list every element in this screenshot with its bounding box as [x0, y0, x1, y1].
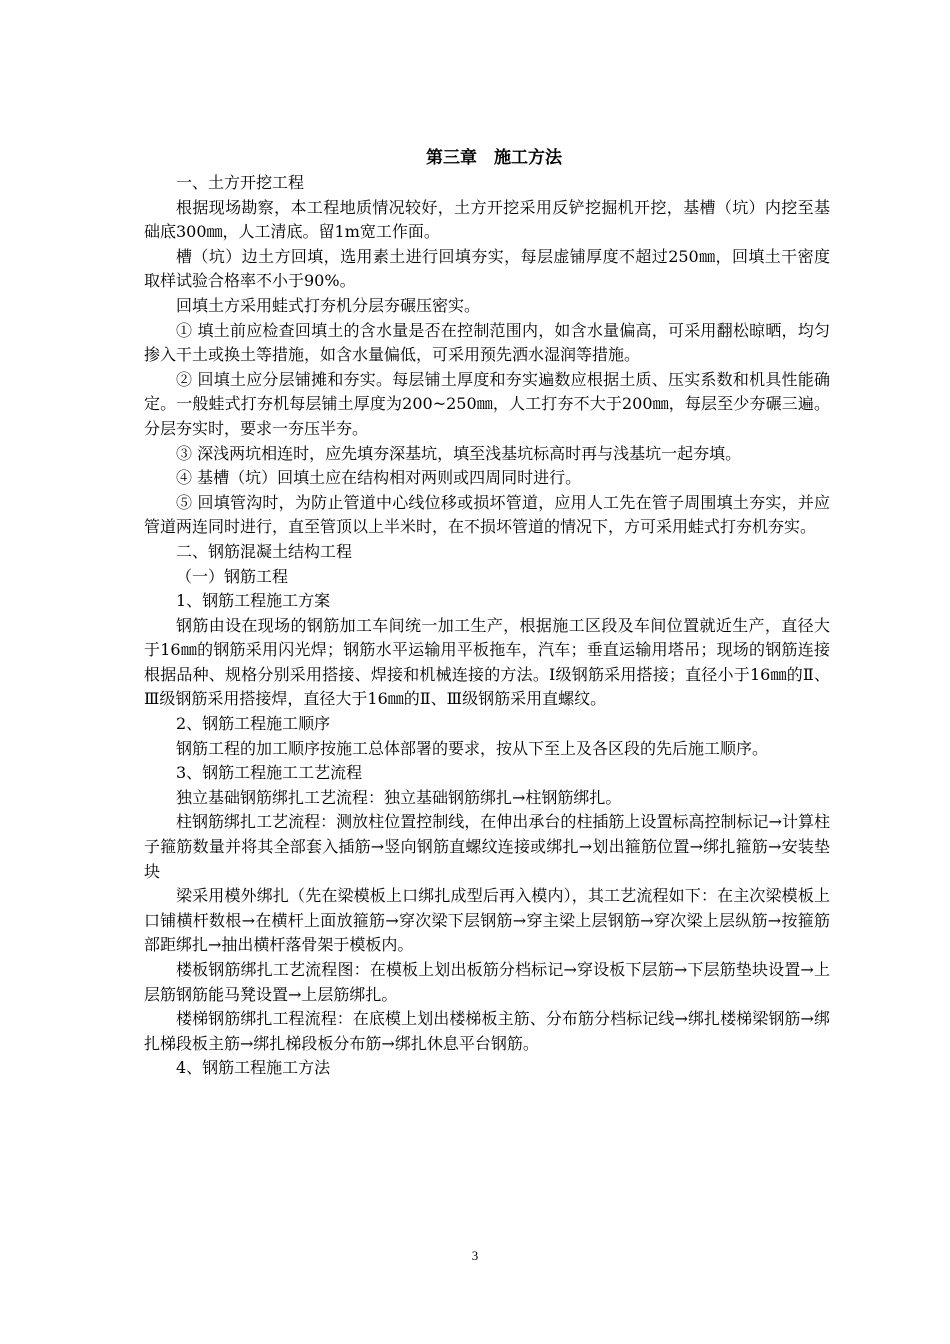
paragraph: 柱钢筋绑扎工艺流程：测放柱位置控制线，在伸出承台的柱插筋上设置标高控制标记→计算柱子箍筋数量并将其全部套入插筋→竖向钢筋直螺纹连接或绑扎→划出箍筋位置→绑扎箍筋→安装垫块 — [144, 812, 830, 881]
paragraph: 楼板钢筋绑扎工艺流程图：在模板上划出板筋分档标记→穿设板下层筋→下层筋垫块设置→上层筋钢筋能马凳设置→上层筋绑扎。 — [144, 960, 830, 1004]
section-heading-concrete: 二、钢筋混凝土结构工程 — [176, 541, 353, 561]
subheading: 4、钢筋工程施工方法 — [176, 1058, 331, 1078]
subheading: 2、钢筋工程施工顺序 — [176, 714, 331, 734]
subheading: 3、钢筋工程施工工艺流程 — [176, 763, 363, 783]
list-item: ⑤ 回填管沟时，为防止管道中心线位移或损坏管道，应用人工先在管子周围填土夯实，并应管道两连同时进行，直至管顶以上半米时，在不损坏管道的情况下，方可采用蛙式打夯机夯实。 — [144, 492, 830, 537]
paragraph: 梁采用模外绑扎（先在梁模板上口绑扎成型后再入模内），其工艺流程如下：在主次梁模板上口铺横杆数根→在横杆上面放箍筋→穿次梁下层钢筋→穿主梁上层钢筋→穿次梁上层纵筋→按箍筋部距绑扎→抽出横杆落骨架于模板内。 — [144, 886, 830, 955]
list-item: ③ 深浅两坑相连时，应先填夯深基坑，填至浅基坑标高时再与浅基坑一起夯填。 — [176, 443, 742, 463]
subheading: 1、钢筋工程施工方案 — [176, 591, 331, 611]
paragraph: 钢筋工程的加工顺序按施工总体部署的要求，按从下至上及各区段的先后施工顺序。 — [176, 738, 769, 758]
section-heading-earthwork: 一、土方开挖工程 — [176, 173, 305, 192]
paragraph: 独立基础钢筋绑扎工艺流程：独立基础钢筋绑扎→柱钢筋绑扎。 — [176, 787, 622, 807]
paragraph: 槽（坑）边土方回填，选用素土进行回填夯实，每层虚铺厚度不超过250㎜，回填土干密度取样试验合格率不小于90%。 — [144, 246, 830, 291]
list-item: ④ 基槽（坑）回填土应在结构相对两则或四周同时进行。 — [176, 468, 582, 488]
paragraph: 钢筋由设在现场的钢筋加工车间统一加工生产，根据施工区段及车间位置就近生产，直径大于16㎜的钢筋采用闪光焊；钢筋水平运输用平板拖车，汽车；垂直运输用塔吊；现场的钢筋连接根据品种、规格分别采用搭接、焊接和机械连接的方法。Ⅰ级钢筋采用搭接；直径小于16㎜的Ⅱ、Ⅲ级钢筋采用搭接焊，直径大于16㎜的Ⅱ、Ⅲ级钢筋采用直螺纹。 — [144, 615, 830, 709]
paragraph: 根据现场勘察，本工程地质情况较好，土方开挖采用反铲挖掘机开挖，基槽（坑）内挖至基础底300㎜，人工清底。留1m宽工作面。 — [144, 197, 830, 242]
subsection-heading-rebar: （一）钢筋工程 — [176, 566, 289, 586]
page-number: 3 — [471, 1248, 479, 1263]
chapter-title: 第三章 施工方法 — [426, 148, 562, 168]
paragraph: 楼梯钢筋绑扎工程流程：在底模上划出楼梯板主筋、分布筋分档标记线→绑扎楼梯梁钢筋→绑扎梯段板主筋→绑扎梯段板分布筋→绑扎休息平台钢筋。 — [144, 1009, 830, 1053]
list-item: ② 回填土应分层铺摊和夯实。每层铺土厚度和夯实遍数应根据土质、压实系数和机具性能确定。一般蛙式打夯机每层铺土厚度为200~250㎜，人工打夯不大于200㎜，每层至少夯碾三遍。分层夯实时，要求一夯压半夯。 — [144, 369, 830, 438]
list-item: ① 填土前应检查回填土的含水量是否在控制范围内，如含水量偏高，可采用翻松晾晒，均匀掺入干土或换土等措施，如含水量偏低，可采用预先洒水湿润等措施。 — [144, 320, 830, 365]
document-page — [144, 146, 830, 1081]
paragraph: 回填土方采用蛙式打夯机分层夯碾压密实。 — [176, 295, 481, 315]
